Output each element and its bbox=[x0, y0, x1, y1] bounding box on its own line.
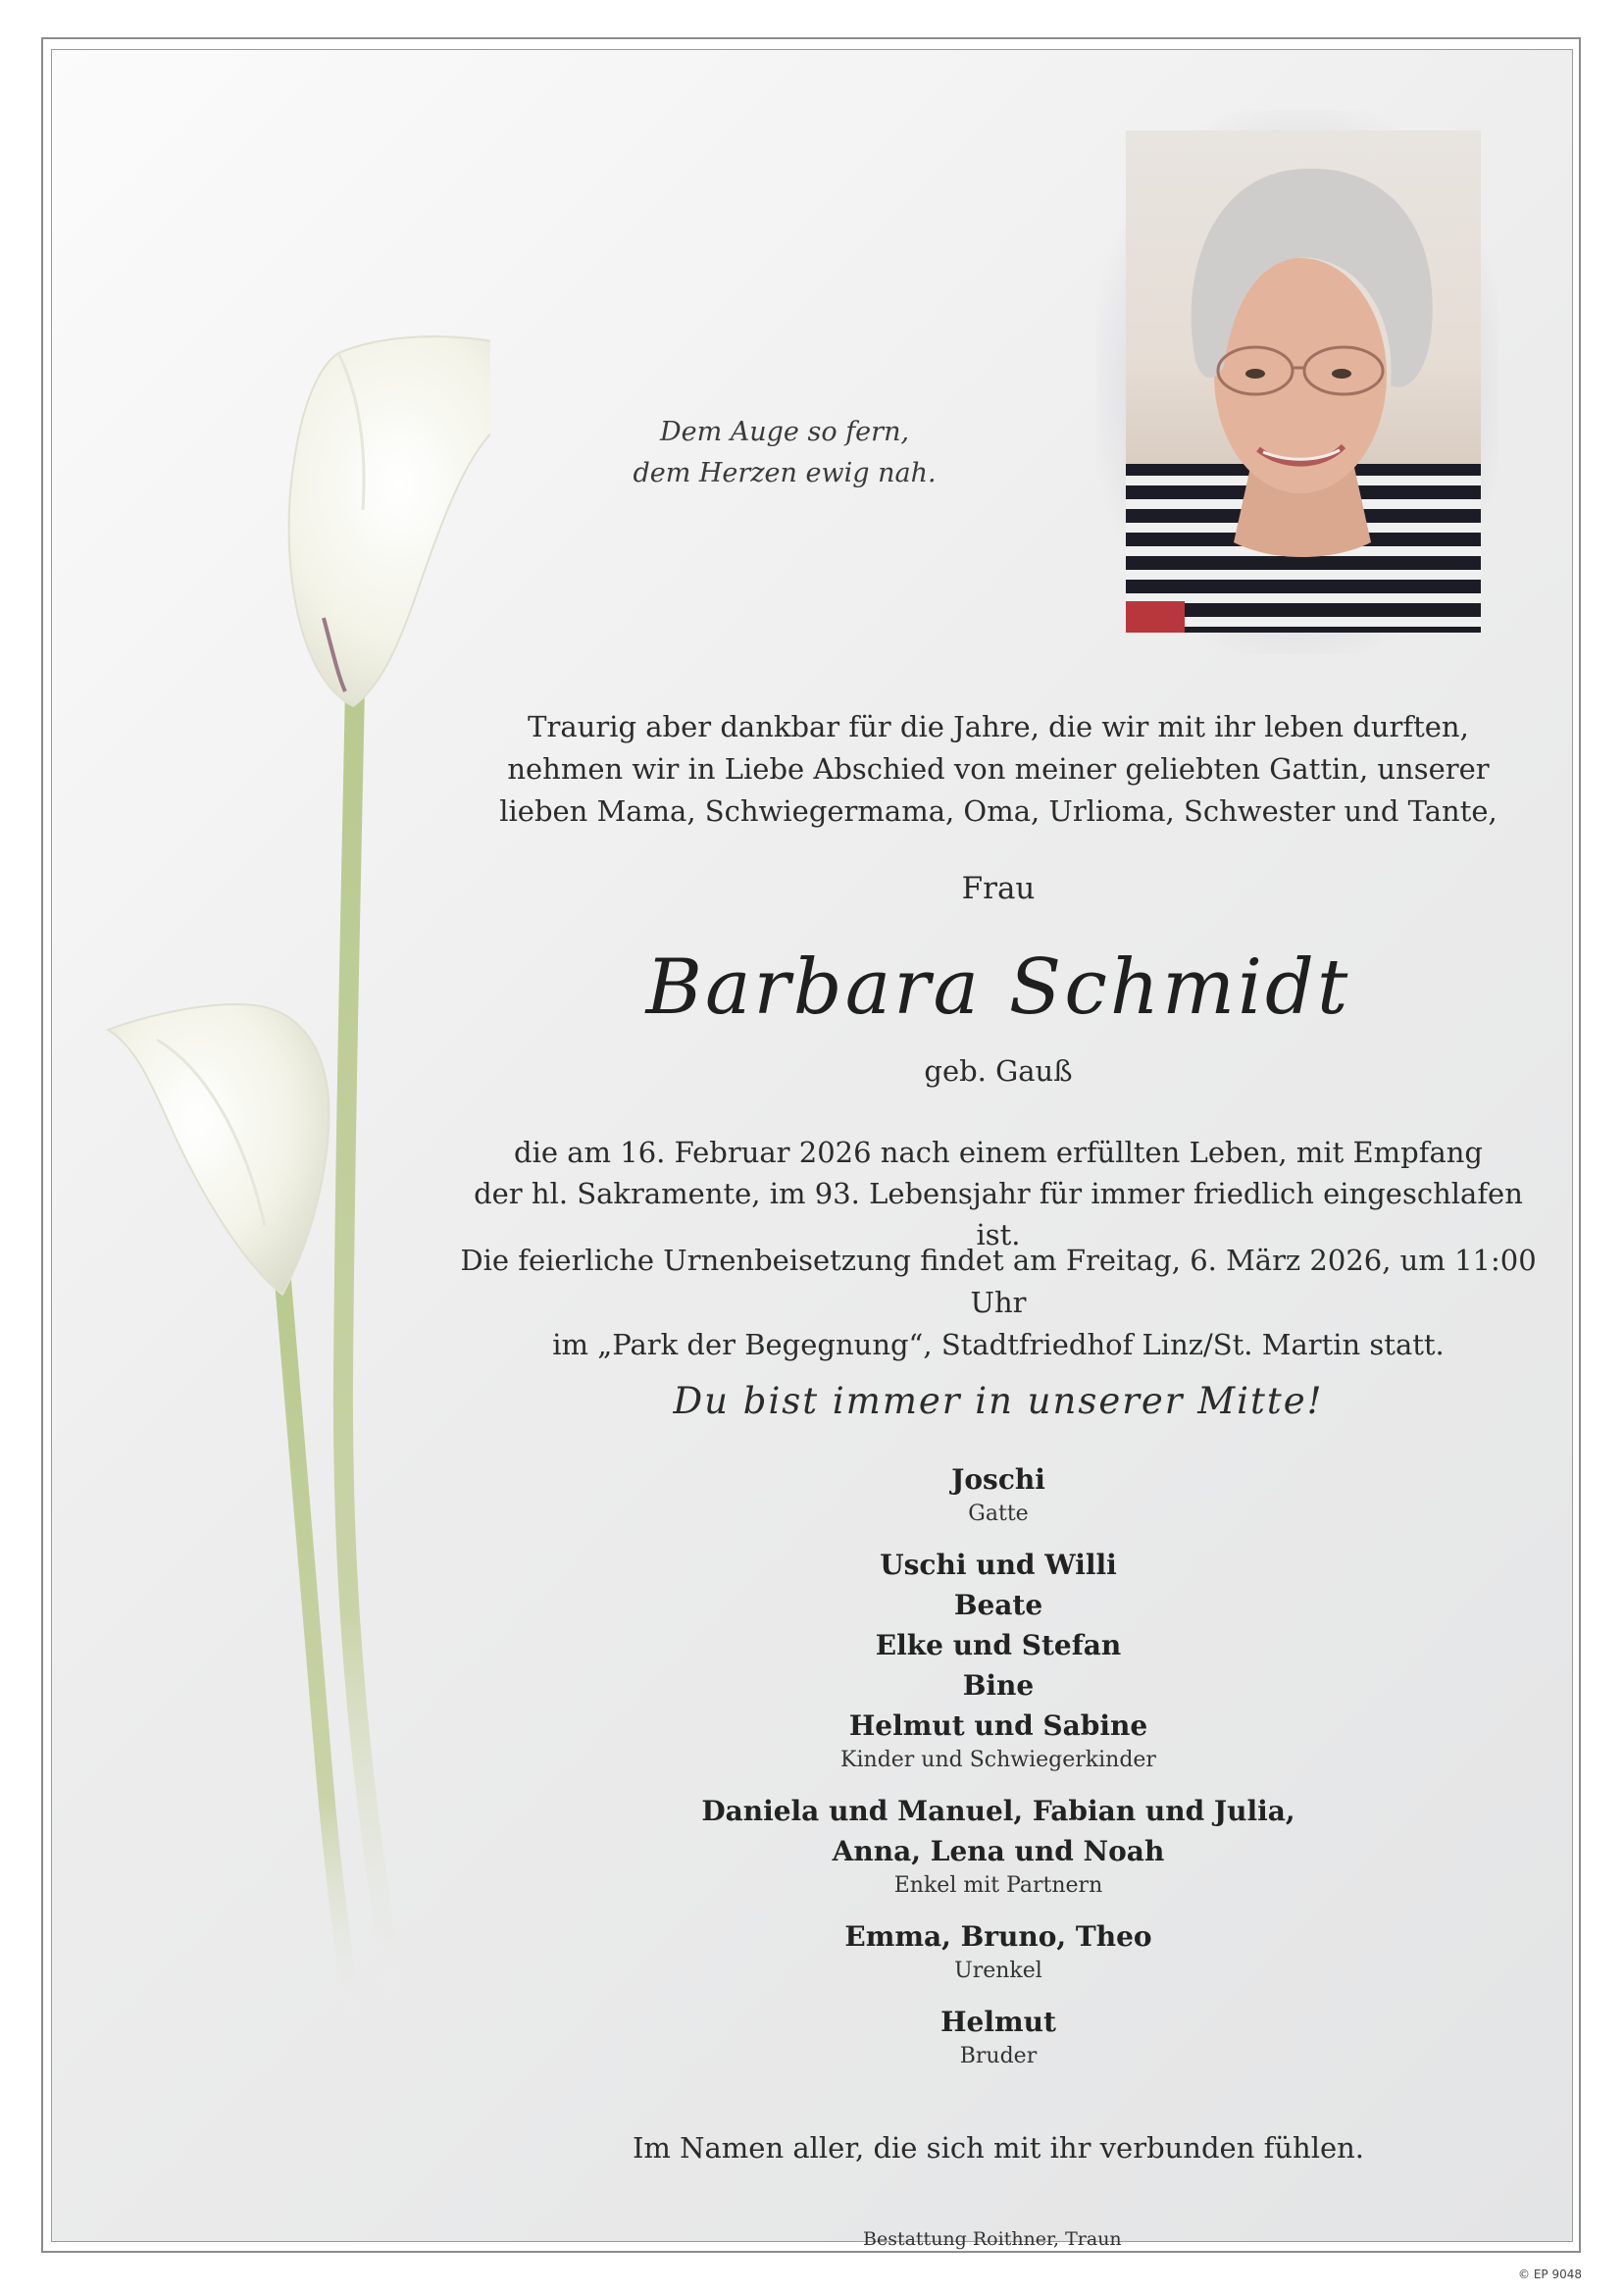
mourner-relation: Gatte bbox=[968, 1502, 1029, 1526]
deceased-name: Barbara Schmidt bbox=[645, 943, 1351, 1032]
intro-line-3: lieben Mama, Schwiegermama, Oma, Urlioma, Schwester und Tante, bbox=[499, 794, 1497, 828]
memorial-quote: Du bist immer in unserer Mitte! bbox=[673, 1380, 1324, 1422]
death-notice-line-2: der hl. Sakramente, im 93. Lebensjahr für immer friedlich eingeschlafen ist. bbox=[474, 1177, 1523, 1251]
funeral-line-2: im „Park der Begegnung“, Stadtfriedhof Linz/St. Martin statt. bbox=[552, 1328, 1445, 1361]
motto bbox=[588, 412, 981, 494]
mourner-relation: Enkel mit Partnern bbox=[893, 1873, 1103, 1898]
portrait-illustration bbox=[1126, 130, 1481, 633]
portrait-photo bbox=[1126, 130, 1481, 633]
mourner-group bbox=[459, 1545, 1538, 1775]
lily-flower-large bbox=[289, 336, 490, 706]
mourner-names: Anna, Lena und Noah bbox=[832, 1835, 1165, 1867]
mourner-group bbox=[459, 1459, 1538, 1529]
mourner-relation: Kinder und Schwiegerkinder bbox=[840, 1748, 1156, 1772]
print-code: © EP 9048 bbox=[1518, 2268, 1582, 2281]
lily-flower-small bbox=[108, 1004, 329, 1295]
motto-line-2: dem Herzen ewig nah. bbox=[633, 458, 937, 488]
closing-line: Im Namen aller, die sich mit ihr verbunden fühlen. bbox=[632, 2131, 1365, 2165]
mourner-names: Bine bbox=[962, 1669, 1035, 1702]
motto-line-1: Dem Auge so fern, bbox=[659, 417, 910, 447]
funeral-info bbox=[459, 1240, 1538, 1366]
intro-text bbox=[459, 706, 1538, 833]
mourner-names: Emma, Bruno, Theo bbox=[844, 1920, 1152, 1953]
funeral-line-1: Die feierliche Urnenbeisetzung findet am Freitag, 6. März 2026, um 11:00 Uhr bbox=[460, 1244, 1537, 1319]
birth-name: geb. Gauß bbox=[924, 1054, 1073, 1088]
mourner-names: Elke und Stefan bbox=[875, 1629, 1122, 1661]
mourner-relation: Urenkel bbox=[954, 1959, 1042, 1983]
mourner-group bbox=[459, 1916, 1538, 1986]
intro-line-2: nehmen wir in Liebe Abschied von meiner geliebten Gattin, unserer bbox=[507, 752, 1490, 786]
mourner-group bbox=[459, 2002, 1538, 2071]
lily-stem-large bbox=[343, 687, 397, 2011]
title-word: Frau bbox=[961, 871, 1036, 906]
mourner-names: Uschi und Willi bbox=[880, 1549, 1117, 1581]
mourner-names: Helmut und Sabine bbox=[848, 1709, 1148, 1742]
death-notice bbox=[459, 1132, 1538, 1255]
mourner-names: Beate bbox=[953, 1589, 1043, 1621]
calla-lily-illustration bbox=[0, 0, 490, 2294]
mourner-names: Joschi bbox=[951, 1463, 1045, 1496]
mourner-names: Helmut bbox=[940, 2006, 1056, 2038]
intro-line-1: Traurig aber dankbar für die Jahre, die wir mit ihr leben durften, bbox=[528, 710, 1469, 743]
mourner-relation: Bruder bbox=[959, 2044, 1038, 2068]
mourner-group bbox=[459, 1791, 1538, 1901]
mourners-list bbox=[459, 1459, 1538, 2087]
mourner-names: Daniela und Manuel, Fabian und Julia, bbox=[701, 1795, 1295, 1827]
funeral-home: Bestattung Roithner, Traun bbox=[863, 2228, 1122, 2250]
death-notice-line-1: die am 16. Februar 2026 nach einem erfüllten Leben, mit Empfang bbox=[514, 1136, 1483, 1169]
